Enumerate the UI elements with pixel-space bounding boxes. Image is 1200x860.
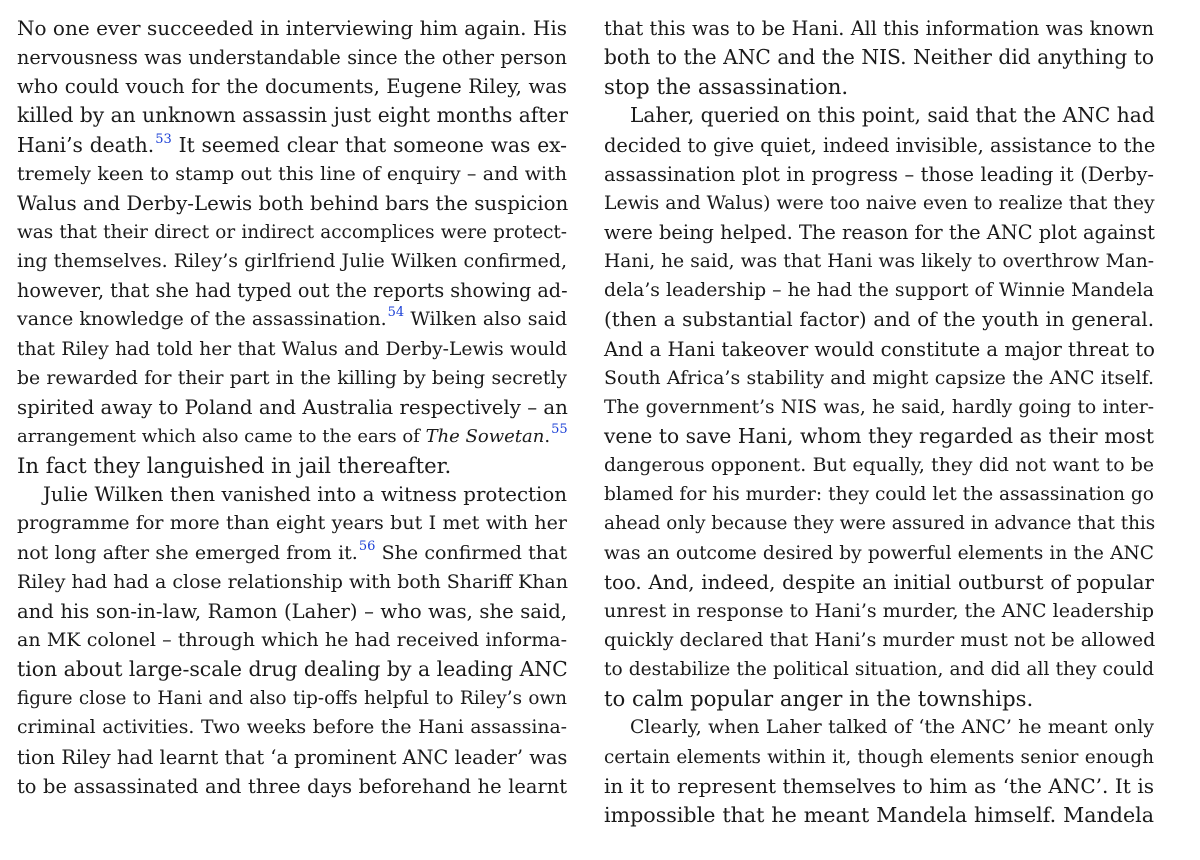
text-line: Walus and Derby-Lewis both behind bars the suspicion: [17, 191, 569, 215]
footnote-ref-55[interactable]: 55: [551, 421, 568, 437]
text-line: that Riley had told her that Walus and Derby-Lewis would: [17, 338, 567, 360]
newspaper-title: The Sowetan: [425, 425, 545, 447]
text-line: certain elements within it, though elements senior enough: [604, 746, 1154, 768]
footnote-ref-56[interactable]: 56: [358, 538, 376, 554]
text-line: an MK colonel – through which he had received informa-: [17, 628, 567, 651]
text-line: vene to save Hani, whom they regarded as their most: [604, 423, 1154, 448]
text-line: [17, 422, 567, 451]
text-line: Riley had had a close relationship with both Shariff Khan: [17, 570, 568, 593]
text-line: ahead only because they were assured in advance that this: [604, 513, 1156, 535]
text-line: Laher, queried on this point, said that the ANC had: [630, 103, 1155, 128]
text-line: to be assassinated and three days beforehand he learnt: [17, 774, 567, 798]
text-line: blamed for his murder: they could let the assassination go: [604, 484, 1154, 506]
text-fragment: Hani’s death.: [17, 132, 155, 157]
text-fragment: not long after she emerged from it.: [17, 541, 358, 564]
text-line: quickly declared that Hani’s murder must not be allowed: [604, 628, 1156, 651]
text-line: No one ever succeeded in interviewing him again. His: [17, 16, 567, 40]
text-line: unrest in response to Hani’s murder, the ANC leadership: [604, 599, 1154, 622]
text-fragment: Wilken also said: [404, 308, 568, 331]
text-line: killed by an unknown assassin just eight months after: [17, 103, 568, 128]
text-line: Lewis and Walus) were too naive even to realize that they: [604, 192, 1155, 214]
text-line: decided to give quiet, indeed invisible, assistance to the: [604, 133, 1156, 157]
text-line: [17, 539, 567, 568]
text-line: In fact they languished in jail thereafter.: [17, 453, 452, 479]
text-line: was that their direct or indirect accomplices were protect-: [17, 221, 567, 243]
text-line: both to the ANC and the NIS. Neither did anything to: [604, 45, 1154, 70]
text-line: were being helped. The reason for the ANC plot against: [604, 220, 1155, 244]
footnote-ref-53[interactable]: 53: [155, 131, 172, 147]
text-line: [17, 131, 567, 160]
text-line: (then a substantial factor) and of the youth in general.: [604, 308, 1154, 332]
text-line: too. And, indeed, despite an initial outburst of popular: [604, 570, 1154, 594]
text-line: Clearly, when Laher talked of ‘the ANC’ he meant only: [630, 717, 1154, 739]
text-line: Hani, he said, was that Hani was likely to overthrow Man-: [604, 251, 1154, 273]
text-fragment: vance knowledge of the assassination.: [17, 308, 387, 331]
text-line: Julie Wilken then vanished into a witness protection: [43, 483, 567, 507]
text-fragment: .: [544, 425, 551, 447]
text-line: ing themselves. Riley’s girlfriend Julie Wilken confirmed,: [17, 250, 567, 273]
text-fragment: She confirmed that: [375, 541, 568, 564]
text-line: [17, 305, 567, 334]
text-line: And a Hani takeover would constitute a major threat to: [604, 337, 1155, 361]
text-line: assassination plot in progress – those leading it (Derby-: [604, 162, 1154, 186]
text-fragment: arrangement which also came to the ears of: [17, 425, 426, 447]
text-line: criminal activities. Two weeks before the Hani assassina-: [17, 717, 567, 739]
text-line: however, that she had typed out the reports showing ad-: [17, 279, 568, 303]
footnote-ref-54[interactable]: 54: [387, 305, 405, 321]
text-line: that this was to be Hani. All this information was known: [604, 17, 1154, 40]
text-line: impossible that he meant Mandela himself. Mandela: [604, 802, 1154, 827]
text-line: nervousness was understandable since the other person: [17, 46, 567, 70]
text-line: spirited away to Poland and Australia respectively – an: [17, 395, 568, 419]
text-line: who could vouch for the documents, Eugene Riley, was: [17, 75, 567, 99]
text-line: dela’s leadership – he had the support of Winnie Mandela: [604, 280, 1154, 302]
text-line: tremely keen to stamp out this line of enquiry – and with: [17, 162, 567, 185]
right-text-column: [604, 14, 1154, 830]
text-line: programme for more than eight years but I met with her: [17, 512, 567, 535]
text-line: South Africa’s stability and might capsize the ANC itself.: [604, 366, 1154, 389]
text-line: tion about large-scale drug dealing by a leading ANC: [17, 657, 568, 682]
text-line: dangerous opponent. But equally, they did not want to be: [604, 455, 1154, 477]
text-line: stop the assassination.: [604, 74, 849, 100]
text-line: be rewarded for their part in the killing by being secretly: [17, 367, 567, 389]
text-line: was an outcome desired by powerful elements in the ANC: [604, 542, 1154, 564]
text-line: in it to represent themselves to him as ‘the ANC’. It is: [604, 773, 1154, 798]
text-line: tion Riley had learnt that ‘a prominent ANC leader’ was: [17, 745, 568, 769]
text-line: figure close to Hani and also tip-offs helpful to Riley’s own: [17, 688, 567, 710]
text-line: The government’s NIS was, he said, hardly going to inter-: [604, 396, 1154, 418]
text-fragment: It seemed clear that someone was ex-: [171, 132, 568, 157]
text-line: to calm popular anger in the townships.: [604, 686, 1034, 712]
text-line: to destabilize the political situation, and did all they could: [604, 659, 1154, 681]
left-text-column: [17, 14, 567, 801]
text-line: and his son-in-law, Ramon (Laher) – who was, she said,: [17, 599, 567, 623]
